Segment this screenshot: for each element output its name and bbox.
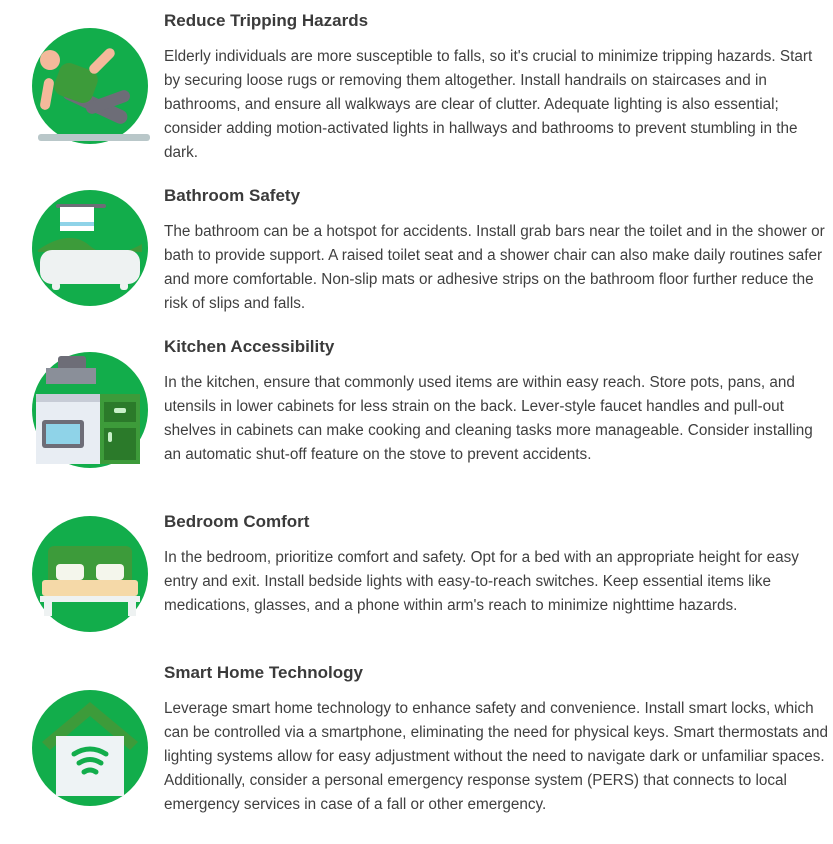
section-body: Elderly individuals are more susceptible to falls, so it's crucial to minimize tripping hazards. Start by securing loose rugs or removing them altogether. Install handrails on staircases and in bathrooms, and ensure all walkways are clear of clutter. Adequate lighting is also essential; consider adding motion-activated lights in hallways and bathrooms to prevent stumbling in the dark. bbox=[164, 48, 813, 161]
section-body: Leverage smart home technology to enhance safety and convenience. Install smart locks, which can be controlled via a smartphone, eliminating the need for physical keys. Smart thermostats and lighting systems allow for easy adjustment without the need to navigate dark or unfamiliar spaces. Additionally, consider a personal emergency response system (PERS) that connects to local emergency services in case of a fall or other emergency. bbox=[164, 700, 829, 813]
section-title: Bedroom Comfort bbox=[164, 512, 310, 531]
kitchen-icon bbox=[30, 350, 150, 470]
section-body: The bathroom can be a hotspot for accidents. Install grab bars near the toilet and in the shower or bath to provide support. A raised toilet seat and a shower chair can also make daily routines safer and more comfortable. Non-slip mats or adhesive strips on the bathroom floor further reduce the risk of slips and falls. bbox=[164, 223, 825, 312]
section-body: In the bedroom, prioritize comfort and safety. Opt for a bed with an appropriate height for easy entry and exit. Install bedside lights with easy-to-reach switches. Keep essential items like medications, glasses, and a phone within arm's reach to minimize nighttime hazards. bbox=[164, 549, 799, 614]
falling-person-icon bbox=[30, 26, 150, 146]
section-title: Kitchen Accessibility bbox=[164, 337, 335, 356]
section-title: Bathroom Safety bbox=[164, 186, 301, 205]
bed-icon bbox=[30, 514, 150, 634]
section-title: Reduce Tripping Hazards bbox=[164, 11, 369, 30]
section-title: Smart Home Technology bbox=[164, 663, 363, 682]
bathtub-icon bbox=[30, 188, 150, 308]
smart-home-icon bbox=[30, 688, 150, 808]
section-body: In the kitchen, ensure that commonly used items are within easy reach. Store pots, pans, and utensils in lower cabinets for less strain on the back. Lever-style faucet handles and pull-out shelves in cabinets can make cooking and cleaning tasks more manageable. Consider installing an automatic shut-off feature on the stove to prevent accidents. bbox=[164, 374, 813, 463]
